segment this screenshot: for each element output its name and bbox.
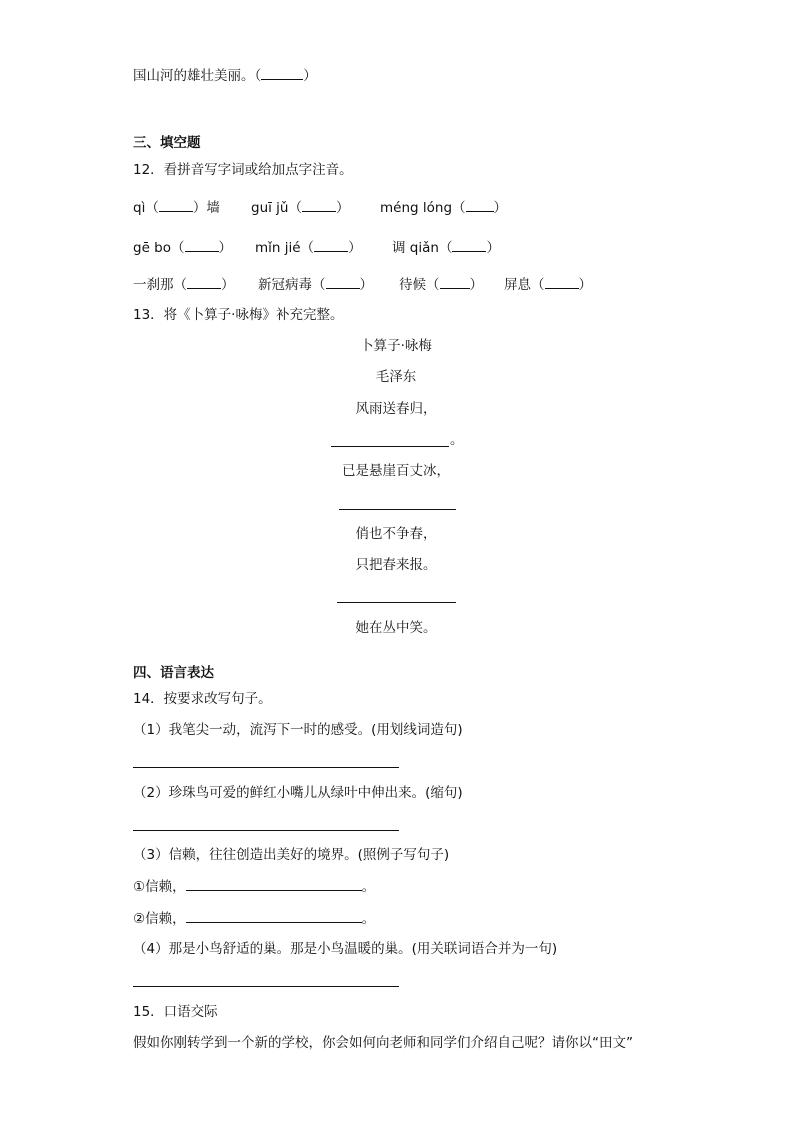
answer-blank[interactable] <box>466 198 494 212</box>
sub-question-1: （1）我笔尖一动，流泻下一时的感受。(用划线词造句) <box>133 722 463 738</box>
example-line-a: ①信赖， 。 <box>133 879 376 895</box>
word-item: 屏息（ ） <box>504 277 592 293</box>
question-15-text: 假如你刚转学到一个新的学校，你会如何向老师和同学们介绍自己呢？请你以“田文” <box>133 1035 633 1051</box>
section-heading-fill-blank: 三、填空题 <box>133 135 201 151</box>
answer-blank[interactable] <box>452 238 486 252</box>
pinyin-item: 调 qiǎn（ ） <box>392 240 500 256</box>
sub-question-2: （2）珍珠鸟可爱的鲜红小嘴儿从绿叶中伸出来。(缩句) <box>133 785 463 801</box>
answer-blank[interactable] <box>314 238 348 252</box>
word-item: 新冠病毒（ ） <box>258 277 373 293</box>
pinyin-item: gē bo（ ） <box>133 240 232 256</box>
question-12: 12．看拼音写字词或给加点字注音。 <box>133 162 353 178</box>
answer-blank[interactable] <box>185 238 219 252</box>
answer-blank[interactable] <box>326 275 360 289</box>
poem-line: 风雨送春归， <box>355 401 437 417</box>
answer-blank[interactable] <box>187 275 221 289</box>
pinyin-item: guī jǔ（ ） <box>251 200 350 216</box>
answer-line[interactable] <box>133 830 399 831</box>
section-heading-language: 四、语言表达 <box>133 665 214 681</box>
poem-line: 只把春来报。 <box>355 557 437 573</box>
question-15: 15．口语交际 <box>133 1004 218 1020</box>
answer-blank[interactable] <box>261 66 303 80</box>
answer-blank[interactable] <box>186 909 362 923</box>
answer-blank[interactable] <box>440 275 470 289</box>
example-line-b: ②信赖， 。 <box>133 911 376 927</box>
poem-answer-line[interactable] <box>331 446 449 447</box>
question-14: 14．按要求改写句子。 <box>133 691 272 707</box>
answer-line[interactable] <box>133 767 399 768</box>
answer-line[interactable] <box>133 986 399 987</box>
poem-line: 俏也不争春， <box>355 526 437 542</box>
answer-blank[interactable] <box>186 877 362 891</box>
continuation-line: 国山河的雄壮美丽。（ ） <box>133 68 317 84</box>
pinyin-item: mǐn jié（ ） <box>255 240 362 256</box>
answer-blank[interactable] <box>302 198 336 212</box>
answer-blank[interactable] <box>545 275 579 289</box>
poem-title: 卜算子·咏梅 <box>360 338 432 354</box>
word-item: 一刹那（ ） <box>133 277 235 293</box>
pinyin-item: méng lóng（ ） <box>380 200 508 216</box>
answer-blank[interactable] <box>159 198 193 212</box>
poem-period: 。 <box>450 432 464 448</box>
poem-author: 毛泽东 <box>375 369 417 385</box>
poem-line: 已是悬崖百丈冰， <box>342 463 450 479</box>
question-13: 13．将《卜算子·咏梅》补充完整。 <box>133 307 344 323</box>
pinyin-item: qì（ ）墙 <box>133 200 220 216</box>
word-item: 待候（ ） <box>399 277 483 293</box>
sub-question-3: （3）信赖，往往创造出美好的境界。(照例子写句子) <box>133 847 450 863</box>
poem-answer-line[interactable] <box>337 602 456 603</box>
poem-line: 她在丛中笑。 <box>355 620 437 636</box>
poem-answer-line[interactable] <box>339 509 456 510</box>
sub-question-4: （4）那是小鸟舒适的巢。那是小鸟温暖的巢。(用关联词语合并为一句) <box>133 941 558 957</box>
